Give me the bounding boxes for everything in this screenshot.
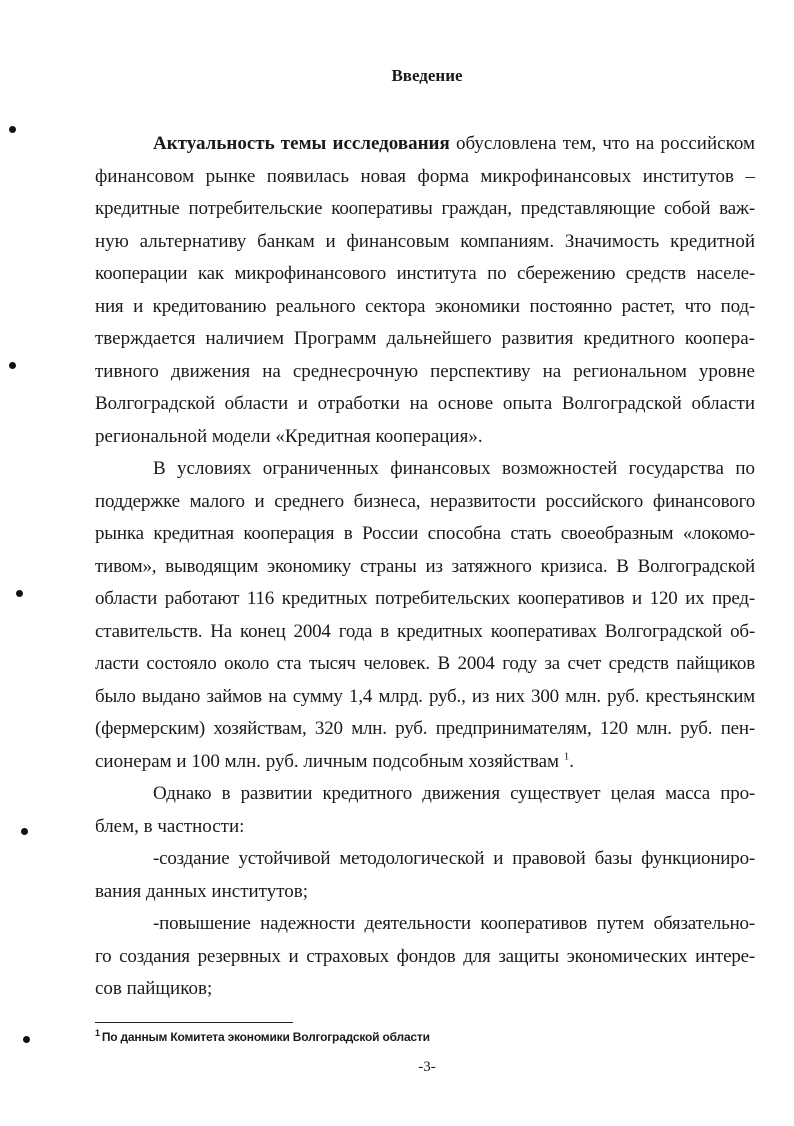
paragraph-3-line: блем, в частности: (95, 815, 245, 837)
paragraph-1-line: Волгоградской области и отработки на основе опыта Волгоградской области (95, 393, 755, 414)
footnote (95, 1030, 430, 1044)
punch-hole-mark (9, 126, 16, 133)
footnote-reference: 1 (563, 750, 570, 763)
paragraph-2-line-last: сионерам и 100 млн. руб. личным подсобным хозяйствам $^1$. (95, 750, 575, 772)
punch-hole-mark (23, 1036, 30, 1043)
paragraph-1-line: финансовом рынке появилась новая форма микрофинансовых институтов – (95, 165, 755, 187)
footnote-divider (95, 1022, 293, 1023)
paragraph-2-line: ласти состояло около ста тысяч человек. В 2004 году за счет средств пайщиков (95, 653, 755, 674)
page-title: Введение (391, 66, 463, 85)
page-number: -3- (418, 1059, 436, 1075)
list-item-2-line: сов пайщиков; (95, 978, 213, 999)
paragraph-2-line: В условиях ограниченных финансовых возможностей государства по (153, 458, 755, 479)
paragraph-2-line: (фермерским) хозяйствам, 320 млн. руб. предпринимателям, 120 млн. руб. пен- (95, 718, 755, 739)
list-item-1-line: вания данных институтов; (95, 880, 309, 902)
body-text (95, 128, 755, 1006)
punch-hole-mark (16, 590, 23, 597)
footnote-mark: 1 (95, 1028, 100, 1038)
paragraph-1-line: ную альтернативу банкам и финансовым компаниям. Значимость кредитной (95, 230, 755, 252)
paragraph-1-line: тивного движения на среднесрочную перспективу на региональном уровне (95, 360, 755, 382)
paragraph-1-line-1: Актуальность темы исследования обусловлена тем, что на российском (153, 133, 755, 154)
paragraph-2-line: тивом», выводящим экономику страны из затяжного кризиса. В Волгоградской (95, 555, 755, 577)
list-item-1-line: -создание устойчивой методологической и правовой базы функциониро- (153, 848, 755, 869)
paragraph-3-line: Однако в развитии кредитного движения существует целая масса про- (153, 783, 755, 804)
footnote-text: По данным Комитета экономики Волгоградской области (101, 1030, 430, 1044)
paragraph-1-line: кредитные потребительские кооперативы граждан, представляющие собой важ- (95, 198, 755, 219)
paragraph-1-line: региональной модели «Кредитная кооперация». (95, 425, 483, 447)
paragraph-2-line: рынка кредитная кооперация в России способна стать своеобразным «локомо- (95, 523, 755, 544)
punch-hole-mark (9, 362, 16, 369)
paragraph-1-line: кооперации как микрофинансового института по сбережению средств населе- (95, 263, 755, 284)
paragraph-1-line: тверждается наличием Программ дальнейшего развития кредитного коопера- (95, 328, 755, 349)
paragraph-2-line: ставительств. На конец 2004 года в кредитных кооперативах Волгоградской об- (95, 620, 755, 642)
paragraph-2-line: поддержке малого и среднего бизнеса, неразвитости российского финансового (95, 490, 755, 512)
list-item-2-line: -повышение надежности деятельности кооперативов путем обязательно- (153, 913, 755, 934)
lead-bold-phrase: Актуальность темы исследования (153, 133, 450, 154)
paragraph-1-line: ния и кредитованию реального сектора экономики постоянно растет, что под- (95, 295, 755, 317)
list-item-2-line: го создания резервных и страховых фондов для защиты экономических интере- (95, 945, 755, 967)
paragraph-2-line: было выдано займов на сумму 1,4 млрд. руб., из них 300 млн. руб. крестьянским (95, 685, 755, 707)
punch-hole-mark (21, 828, 28, 835)
paragraph-2-line: области работают 116 кредитных потребительских кооперативов и 120 их пред- (95, 588, 755, 609)
